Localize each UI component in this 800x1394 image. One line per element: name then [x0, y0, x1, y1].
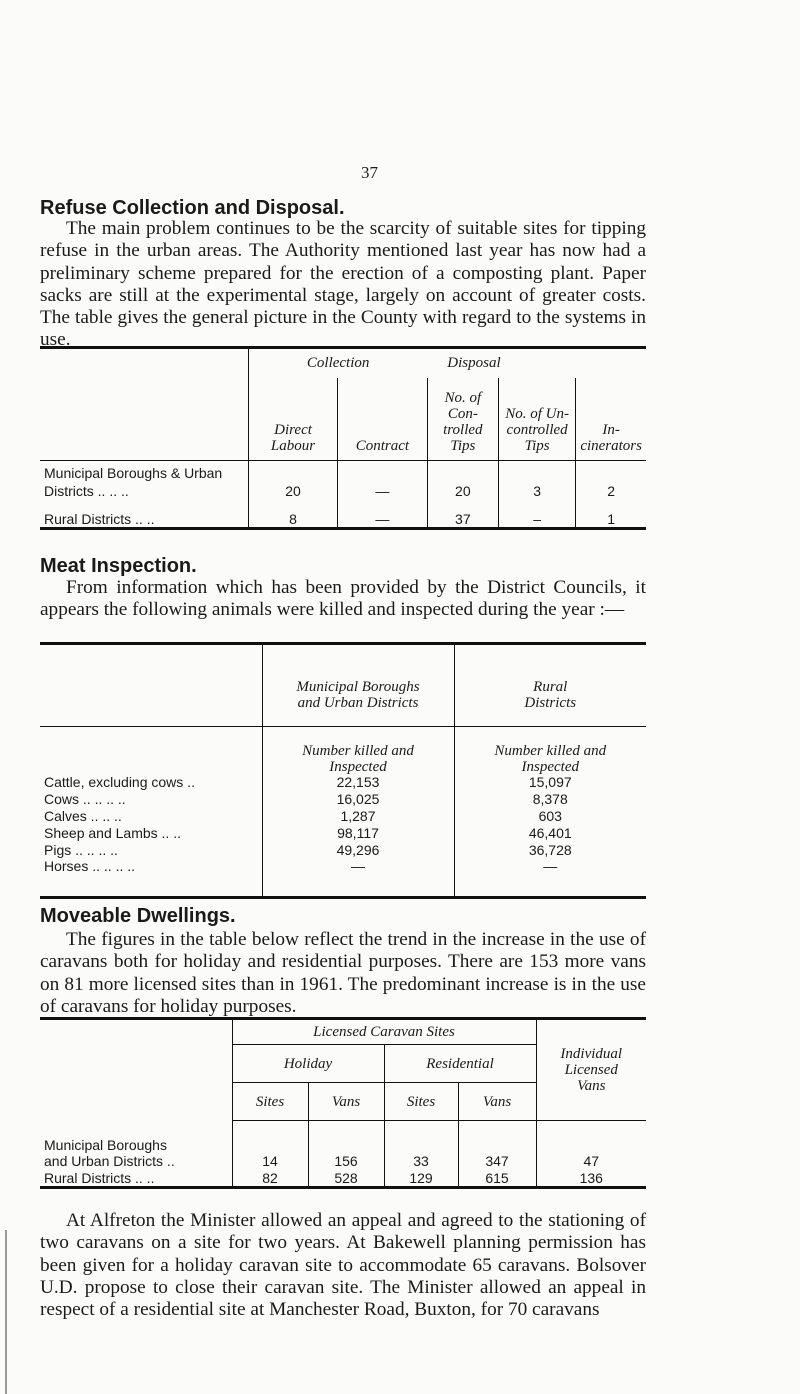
meat-table-body [40, 773, 646, 899]
meat-table [40, 642, 646, 775]
column-header: Rural Districts [454, 679, 646, 727]
table-cell: 46,401 [528, 824, 572, 841]
scan-margin-line [5, 1230, 7, 1394]
column-header: Municipal Boroughs and Urban Districts [262, 679, 454, 727]
refuse-table [40, 346, 646, 530]
table-row-label: Pigs .. .. .. .. [40, 841, 262, 858]
column-header: Vans [308, 1083, 384, 1121]
table-row [40, 841, 646, 858]
meat-paragraph: From information which has been provided by the District Councils, it appears the following animals were killed and inspected during the year :— [40, 577, 646, 621]
table-row [40, 773, 646, 790]
table-row [40, 807, 646, 824]
table-row [40, 790, 646, 807]
table-cell: 49,296 [262, 841, 454, 858]
column-header: No. of Con- trolled Tips [427, 378, 498, 461]
table-row-label: Cattle, excluding cows .. [40, 773, 262, 790]
table-row [40, 824, 646, 841]
column-subheader: Number killed and Inspected [494, 742, 607, 775]
column-header: Vans [458, 1083, 536, 1121]
caravan-table [40, 1017, 646, 1189]
table-cell: 22,153 [262, 773, 454, 790]
table-row: and Urban Districts .. 14 156 33 347 47 [40, 1153, 646, 1170]
table-cell: 15,097 [528, 773, 572, 790]
table-row-label: Municipal Boroughs [40, 1137, 232, 1153]
column-header: Sites [384, 1083, 458, 1121]
table-cell: 603 [538, 807, 562, 824]
column-header: Holiday [232, 1045, 384, 1083]
refuse-paragraph: The main problem continues to be the scarcity of suitable sites for tipping refuse in the urban areas. The Authority mentioned last year has now had a preliminary scheme prepared for the erection of a composting plant. Paper sacks are still at the experimental stage, largely on account of greater costs. The table gives the general picture in the County with regard to the systems in use. [40, 218, 646, 351]
section-heading-moveable: Moveable Dwellings. [40, 905, 236, 927]
table-row-label: and Urban Districts .. [40, 1153, 232, 1170]
table-row-label: Districts .. .. .. [40, 481, 249, 501]
table-header-group: Licensed Caravan Sites [232, 1019, 536, 1045]
moveable-paragraph: The figures in the table below reflect the trend in the increase in the use of caravans both for holiday and residential purposes. There are 153 more vans on 81 more licensed sites than in 1961. The predominant increase is in the use of caravans for holiday purposes. [40, 929, 646, 1017]
table-cell: — [454, 858, 646, 898]
table-row: Districts .. .. .. 20 — 20 3 2 [40, 481, 646, 501]
column-header: Residential [384, 1045, 536, 1083]
column-header: Contract [338, 378, 428, 461]
table-cell: 16,025 [262, 790, 454, 807]
table-row-label: Calves .. .. .. [40, 807, 262, 824]
section-heading-meat: Meat Inspection. [40, 555, 197, 577]
column-subheader: Number killed and Inspected [262, 727, 454, 775]
table-row: Rural Districts .. .. 8 — 37 – 1 [40, 501, 646, 529]
table-row-label: Cows .. .. .. .. [40, 790, 262, 807]
table-header-group: Collection [249, 348, 428, 378]
table-cell: — [262, 858, 454, 898]
column-header: Direct Labour [249, 378, 338, 461]
closing-paragraph: At Alfreton the Minister allowed an appeal and agreed to the stationing of two caravans on a site for two years. At Bakewell planning permission has been given for a holiday caravan site to accommodate 65 caravans. Bolsover U.D. propose to close their caravan site. The Minister allowed an appeal in respect of a residential site at Manchester Road, Buxton, for 70 caravans [40, 1210, 646, 1321]
table-row-label: Horses .. .. .. .. [40, 858, 262, 898]
column-header: In- cinerators [576, 378, 646, 461]
table-cell: 36,728 [528, 841, 572, 858]
table-cell: 98,117 [262, 824, 454, 841]
table-header-group: Disposal [427, 348, 576, 378]
section-heading-refuse: Refuse Collection and Disposal. [40, 197, 345, 219]
table-row-label: Rural Districts .. .. [40, 1170, 232, 1188]
page-number: 37 [361, 163, 378, 182]
table-row-label: Rural Districts .. .. [40, 501, 249, 529]
table-cell: 8,378 [532, 790, 568, 807]
table-row [40, 858, 646, 898]
table-row-label: Municipal Boroughs & Urban [40, 461, 249, 481]
table-row: Rural Districts .. .. 82 528 129 615 136 [40, 1170, 646, 1188]
table-cell: 1,287 [262, 807, 454, 824]
column-header: No. of Un- controlled Tips [498, 378, 575, 461]
column-header: Individual Licensed Vans [536, 1019, 646, 1121]
table-row-label: Sheep and Lambs .. .. [40, 824, 262, 841]
column-header: Sites [232, 1083, 308, 1121]
